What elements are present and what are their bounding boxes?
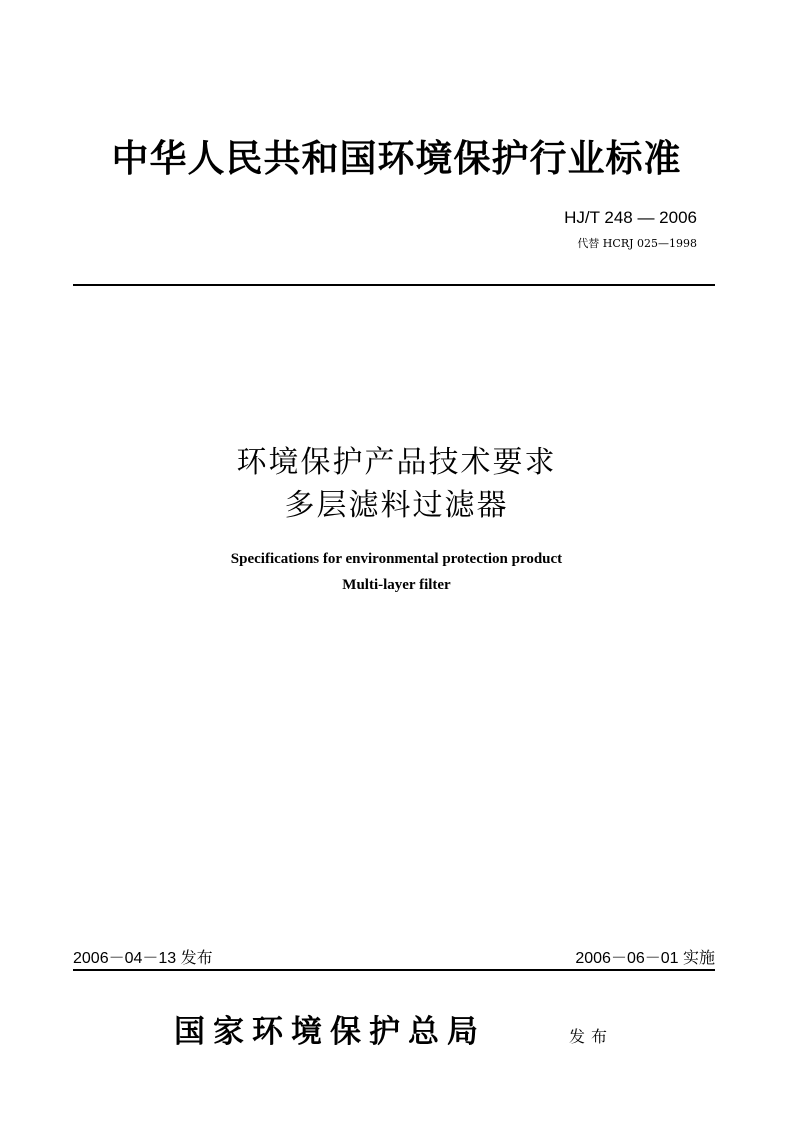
standard-category-title: 中华人民共和国环境保护行业标准	[111, 137, 682, 180]
top-divider	[73, 284, 715, 286]
issue-label: 发布	[569, 1027, 614, 1046]
issue-date: 2006－04－13 发布	[73, 950, 213, 967]
english-title-line-1: Specifications for environmental protection product	[230, 551, 563, 567]
replaces-standard: 代替 HCRJ 025—1998	[577, 237, 697, 250]
chinese-title-line-1: 环境保护产品技术要求	[236, 445, 557, 480]
bottom-divider	[73, 969, 715, 971]
issuing-authority: 国家环境保护总局	[174, 1014, 486, 1050]
implementation-date: 2006－06－01 实施	[575, 950, 715, 967]
english-title-line-2: Multi-layer filter	[342, 577, 451, 593]
standard-number: HJ/T 248 — 2006	[564, 208, 697, 227]
chinese-title-line-2: 多层滤料过滤器	[284, 488, 509, 523]
